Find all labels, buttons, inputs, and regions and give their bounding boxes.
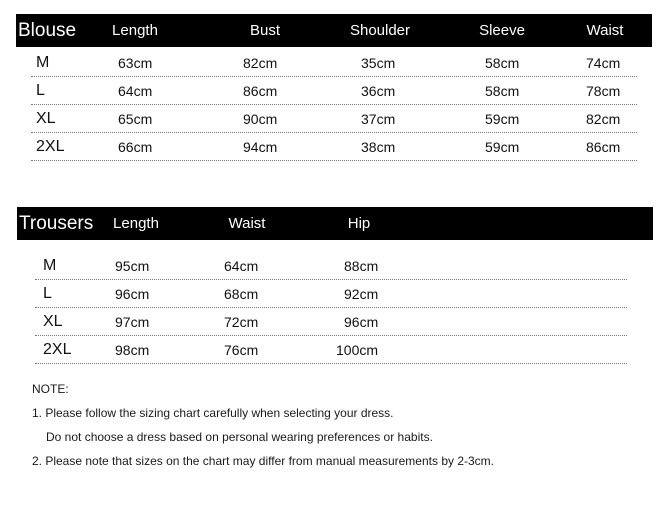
notes-section [32, 378, 494, 474]
waist-value: 68cm [224, 286, 259, 302]
trousers-col-waist: Waist [228, 215, 266, 232]
shoulder-value: 37cm [361, 111, 396, 127]
blouse-col-sleeve: Sleeve [479, 22, 525, 39]
size-label: L [43, 285, 52, 302]
bust-value: 82cm [243, 55, 278, 71]
blouse-col-bust: Bust [249, 22, 281, 39]
trousers-header-bar [17, 207, 653, 240]
sleeve-value: 59cm [485, 111, 520, 127]
hip-value: 92cm [344, 286, 379, 302]
waist-value: 74cm [586, 55, 621, 71]
length-value: 95cm [115, 258, 150, 274]
blouse-header-bar [16, 14, 652, 47]
notes-heading: NOTE: [32, 382, 69, 396]
trousers-title: Trousers [19, 213, 94, 234]
trousers-col-hip: Hip [347, 215, 371, 232]
waist-value: 72cm [224, 314, 259, 330]
trousers-row-m [35, 252, 627, 280]
size-label: XL [36, 110, 56, 127]
hip-value: 100cm [336, 342, 379, 358]
length-value: 65cm [118, 111, 153, 127]
blouse-row-2xl [31, 133, 637, 161]
trousers-row-l [35, 280, 627, 308]
shoulder-value: 38cm [361, 139, 396, 155]
size-label: XL [43, 313, 63, 330]
trousers-row-xl [35, 308, 627, 336]
waist-value: 64cm [224, 258, 259, 274]
bust-value: 86cm [243, 83, 278, 99]
sleeve-value: 59cm [485, 139, 520, 155]
note-line-2: 2. Please note that sizes on the chart may differ from manual measurements by 2-3cm. [32, 454, 494, 468]
hip-value: 88cm [344, 258, 379, 274]
blouse-title: Blouse [18, 20, 77, 41]
length-value: 96cm [115, 286, 150, 302]
blouse-row-m [31, 49, 637, 77]
length-value: 66cm [118, 139, 153, 155]
blouse-col-length: Length [112, 22, 158, 39]
length-value: 63cm [118, 55, 153, 71]
size-label: L [36, 82, 45, 99]
shoulder-value: 35cm [361, 55, 396, 71]
row-divider [35, 363, 627, 364]
sleeve-value: 58cm [485, 55, 520, 71]
waist-value: 76cm [224, 342, 259, 358]
waist-value: 82cm [586, 111, 621, 127]
waist-value: 78cm [586, 83, 621, 99]
blouse-col-shoulder: Shoulder [349, 22, 411, 39]
size-label: 2XL [36, 138, 65, 155]
trousers-col-length: Length [113, 215, 159, 232]
waist-value: 86cm [586, 139, 621, 155]
size-label: M [43, 257, 57, 274]
shoulder-value: 36cm [361, 83, 396, 99]
blouse-col-waist: Waist [586, 22, 624, 39]
bust-value: 94cm [243, 139, 278, 155]
size-label: 2XL [43, 341, 72, 358]
size-label: M [36, 54, 50, 71]
length-value: 98cm [115, 342, 150, 358]
row-divider [31, 160, 637, 161]
length-value: 97cm [115, 314, 150, 330]
trousers-row-2xl [35, 336, 627, 364]
note-line-1-continued: Do not choose a dress based on personal wearing preferences or habits. [46, 430, 433, 444]
sleeve-value: 58cm [485, 83, 520, 99]
note-line-1: 1. Please follow the sizing chart carefully when selecting your dress. [32, 406, 394, 420]
blouse-row-l [31, 77, 637, 105]
length-value: 64cm [118, 83, 153, 99]
bust-value: 90cm [243, 111, 278, 127]
hip-value: 96cm [344, 314, 379, 330]
blouse-row-xl [31, 105, 637, 133]
